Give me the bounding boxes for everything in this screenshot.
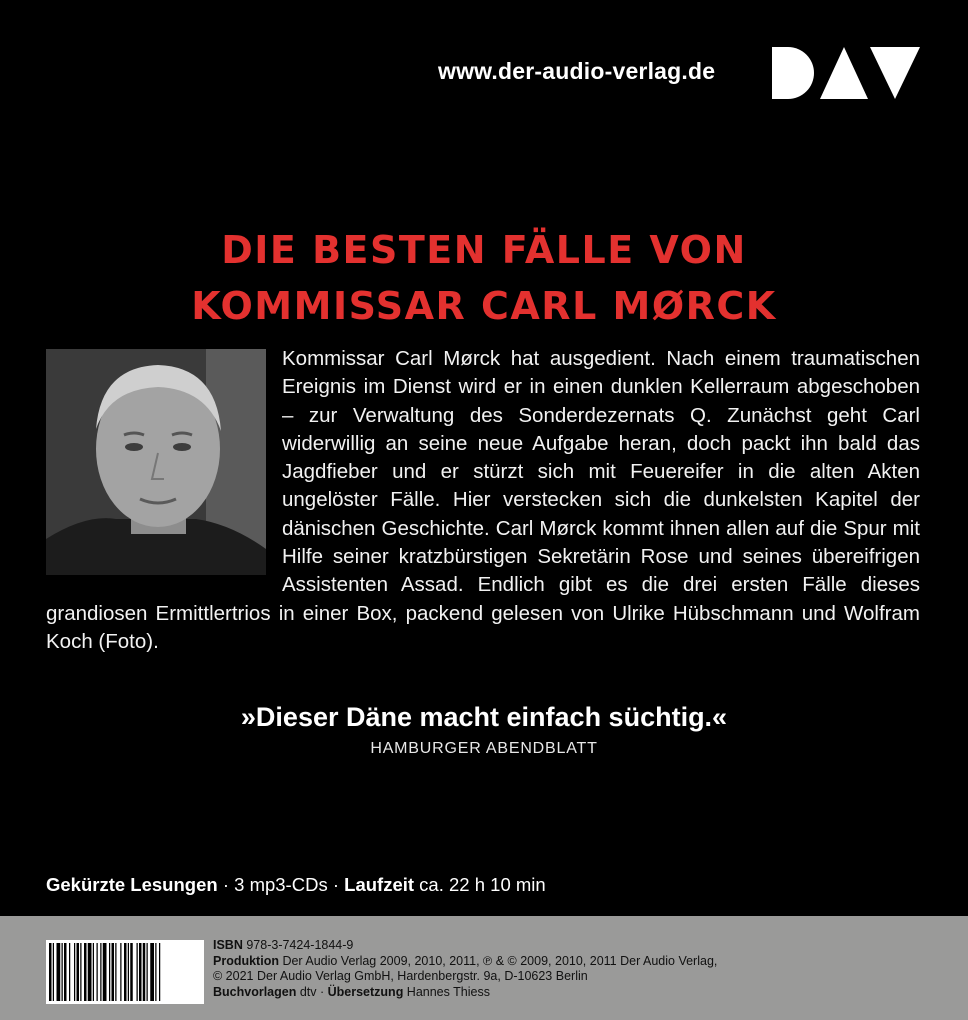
barcode-bar xyxy=(49,943,52,1001)
barcode-bar xyxy=(103,943,107,1001)
photo-spacer xyxy=(46,345,282,573)
legal-info xyxy=(213,938,773,1000)
barcode-bar xyxy=(77,943,80,1001)
produktion-label: Produktion xyxy=(213,953,279,968)
copyright-line: © 2021 Der Audio Verlag GmbH, Hardenbergstr. 9a, D-10623 Berlin xyxy=(213,969,588,983)
headline-line-2: KOMMISSAR CARL MØRCK xyxy=(191,284,777,328)
barcode-bar xyxy=(109,943,110,1001)
publisher-url[interactable]: www.der-audio-verlag.de xyxy=(438,58,716,84)
isbn-line xyxy=(213,938,773,954)
product-meta xyxy=(46,874,546,896)
isbn-value: 978-3-7424-1844-9 xyxy=(242,938,354,952)
produktion-line xyxy=(213,954,773,970)
meta-separator-2: · xyxy=(327,874,345,895)
credits-line xyxy=(213,985,773,1001)
barcode-bar xyxy=(128,943,129,1001)
barcode-bar xyxy=(88,943,92,1001)
barcode-bar xyxy=(64,943,67,1001)
format-label: Gekürzte Lesungen xyxy=(46,874,218,895)
isbn-label: ISBN xyxy=(213,938,243,952)
barcode-bar xyxy=(143,943,146,1001)
buchvorlagen-label: Buchvorlagen xyxy=(213,984,297,999)
meta-separator-1: · xyxy=(217,874,235,895)
barcode-bar xyxy=(150,943,154,1001)
barcode-bar xyxy=(93,943,94,1001)
buchvorlagen-value: dtv · xyxy=(296,984,328,999)
barcode-bar xyxy=(155,943,156,1001)
description xyxy=(46,345,920,656)
runtime-value: ca. 22 h 10 min xyxy=(414,874,546,895)
headline-line-1: DIE BESTEN FÄLLE VON xyxy=(221,228,747,272)
barcode-bar xyxy=(53,943,54,1001)
barcode-bar xyxy=(57,943,61,1001)
uebersetzung-label: Übersetzung xyxy=(327,984,404,999)
barcode-bar xyxy=(62,943,63,1001)
barcode-bar xyxy=(84,943,87,1001)
barcode-bar xyxy=(159,943,160,1001)
barcode-bar xyxy=(137,943,138,1001)
barcode-icon xyxy=(46,940,204,1004)
barcode-bar xyxy=(100,943,101,1001)
barcode-bar xyxy=(130,943,133,1001)
runtime-label: Laufzeit xyxy=(344,874,415,895)
quote-source: HAMBURGER ABENDBLATT xyxy=(370,740,598,757)
barcode-bar xyxy=(69,943,70,1001)
barcode-bar xyxy=(97,943,98,1001)
barcode-bar xyxy=(74,943,75,1001)
description-text: Kommissar Carl Mørck hat ausgedient. Nach einem traumatischen Ereignis im Dienst wird er in einen dunklen Kellerraum abgeschoben – zur Verwaltung des Sonderdezernats Q. Zunächst geht Carl widerwillig an seine neue Aufgabe heran, doch packt ihn bald das Jagdfieber und er stürzt sich mit Feuereifer in die alten Akten ungelöster Fälle. Hier verstecken sich die dunkelsten Kapitel der dänischen Geschichte. Carl Mørck kommt ihnen allen auf die Spur mit Hilfe seiner kratzbürstigen Sekretärin Rose und seines übereifrigen Assistenten Assad. Endlich gibt es die drei ersten Fälle dieses grandiosen Ermittlertrios in einer Box, packend gelesen von Ulrike Hübschmann und Wolfram Koch (Foto). xyxy=(46,347,920,653)
disc-count: 3 mp3-CDs xyxy=(234,874,328,895)
press-quote: »Dieser Däne macht einfach süchtig.« xyxy=(240,702,728,732)
barcode-bar xyxy=(120,943,121,1001)
barcode-bar xyxy=(112,943,115,1001)
headline xyxy=(0,222,968,334)
dav-logo xyxy=(772,47,920,99)
barcode-bar xyxy=(80,943,81,1001)
barcode-bar xyxy=(139,943,142,1001)
barcode-bar xyxy=(147,943,148,1001)
uebersetzung-value: Hannes Thiess xyxy=(403,984,490,999)
barcode-bar xyxy=(115,943,116,1001)
barcode-bar xyxy=(124,943,127,1001)
produktion-value: Der Audio Verlag 2009, 2010, 2011, ℗ & © 2009, 2010, 2011 Der Audio Verlag, xyxy=(278,953,718,968)
